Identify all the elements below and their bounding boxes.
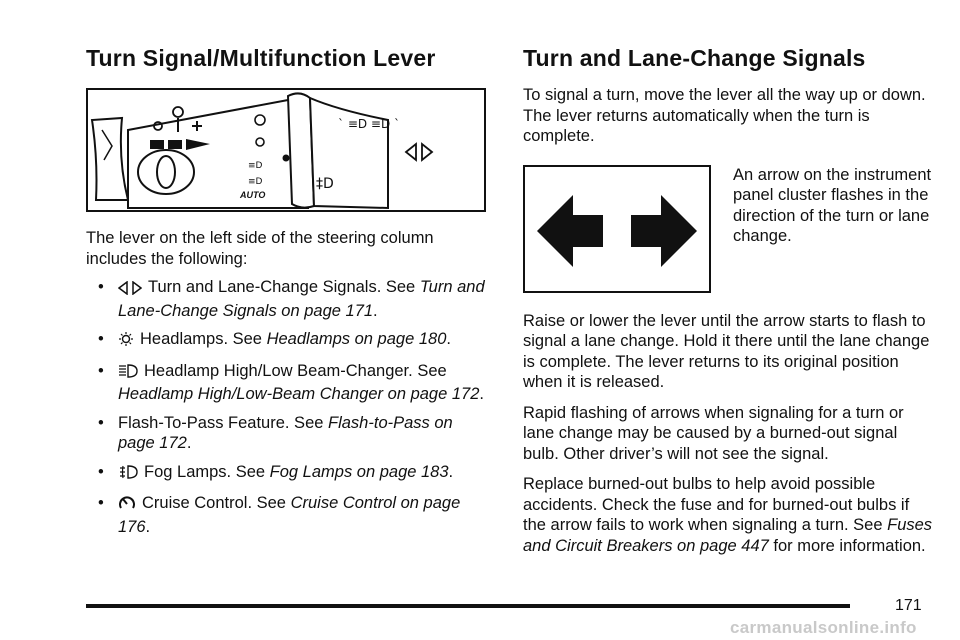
svg-text:≡D: ≡D [248,177,263,187]
list-item: • Turn and Lane-Change Signals. See Turn and Lane-Change Signals on page 171. [98,278,485,320]
page-reference-link[interactable]: Fog Lamps on page 183 [269,462,449,481]
multifunction-lever-illustration [86,88,486,212]
footer-rule [86,604,850,608]
left-column [86,44,490,545]
page-reference-link[interactable]: Headlamp High/Low-Beam Changer on page 172 [118,385,480,403]
svg-text:` ≡D ≡D `: ` ≡D ≡D ` [338,117,401,131]
headlamp-icon [118,331,134,353]
list-item: • Headlamp High/Low Beam-Changer. See Headlamp High/Low-Beam Changer on page 172. [98,361,484,403]
turn-instructions-paragraph: To signal a turn, move the lever all the way up or down. The lever returns automatically when the turn is complete. [523,86,926,145]
svg-text:‡D: ‡D [316,176,334,192]
lane-change-paragraph: Raise or lower the lever until the arrow starts to flash to signal a lane change. Hold it there until the lane change is complete. The lever returns to its original position when it is released. [523,311,930,391]
feature-list [86,277,490,537]
fog-lamp-icon [118,464,138,486]
list-item: • Fog Lamps. See Fog Lamps on page 183. [86,462,490,486]
list-item: • Cruise Control. See Cruise Control on page 176. [98,494,461,536]
page-reference-link[interactable]: Headlamps on page 180 [266,330,447,348]
auto-label: AUTO [240,190,266,200]
list-item: • Headlamps. See Headlamps on page 180. [86,329,490,353]
page-number: 171 [895,597,922,614]
section-heading-turn-signals: Turn and Lane-Change Signals [523,45,866,71]
section-heading-multifunction-lever: Turn Signal/Multifunction Lever [86,45,436,71]
lever-drawing [88,90,484,210]
rapid-flashing-paragraph: Rapid flashing of arrows when signaling for a turn or lane change may be caused by a burned-out signal bulb. Other driver’s will not see the signal. [523,403,904,463]
cruise-control-icon [118,495,136,517]
replace-bulbs-paragraph: Replace burned-out bulbs to help avoid possible accidents. Check the fuse and for burned-out bulbs if the arrow fails to work when signaling a turn. See Fuses and Circuit Breakers on page 447 for more information. [523,475,933,555]
intro-paragraph: The lever on the left side of the steering column includes the following: [86,229,434,268]
arrow-figure-row [523,165,933,293]
arrow-caption: An arrow on the instrument panel cluster flashes in the direction of the turn or lane change. [733,165,932,245]
right-arrow-icon [631,195,697,267]
list-item: • Flash-To-Pass Feature. See Flash-to-Pass on page 172. [98,413,453,452]
turn-arrows-illustration [523,165,711,293]
page-reference-link[interactable]: Cruise Control on page 176 [118,494,461,536]
page-reference-link[interactable]: Flash-to-Pass on page 172 [118,413,453,452]
high-beam-icon [118,363,138,385]
watermark: carmanualsonline.info [730,618,917,637]
turn-signal-arrows-icon [118,280,142,301]
page-reference-link[interactable]: Turn and Lane-Change Signals on page 171 [118,278,485,320]
right-column [523,44,933,556]
svg-text:≡D: ≡D [248,161,263,171]
left-arrow-icon [537,195,603,267]
page-reference-link[interactable]: Fuses and Circuit Breakers on page 447 [523,516,933,555]
